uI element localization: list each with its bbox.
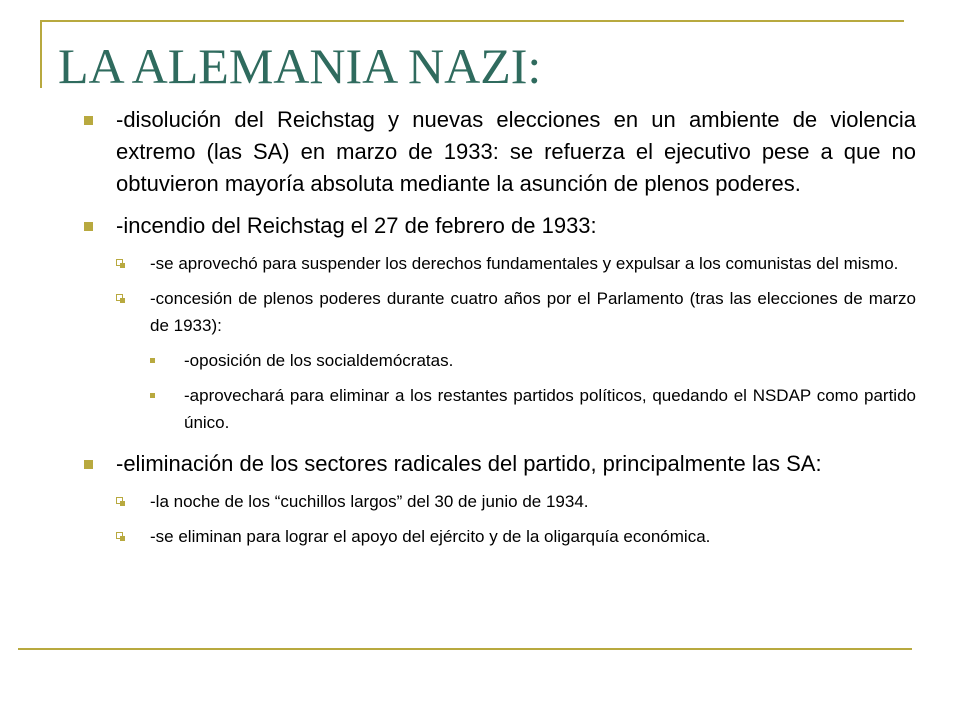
box-bullet-icon (116, 294, 123, 301)
box-bullet-icon (116, 259, 123, 266)
bullet-text: -se eliminan para lograr el apoyo del ejército y de la oligarquía económica. (150, 527, 711, 546)
slide-title: LA ALEMANIA NAZI: (58, 38, 542, 94)
slide-content (78, 104, 916, 550)
box-bullet-icon (116, 497, 123, 504)
bullet-text: -oposición de los socialdemócratas. (184, 351, 454, 370)
bottom-rule (18, 648, 912, 650)
subsubbullet-opposition (78, 347, 916, 374)
bullet-reichstag-fire (78, 210, 916, 242)
subbullet-army-support (78, 523, 916, 550)
square-bullet-icon (84, 222, 93, 231)
bullet-reichstag-dissolution (78, 104, 916, 200)
bullet-text: -aprovechará para eliminar a los restantes partidos políticos, quedando el NSDAP como partido único. (184, 386, 916, 432)
bullet-text: -incendio del Reichstag el 27 de febrero de 1933: (116, 213, 597, 238)
left-rule (40, 20, 42, 88)
bullet-text: -eliminación de los sectores radicales del partido, principalmente las SA: (116, 451, 822, 476)
bullet-radical-sectors (78, 448, 916, 480)
bullet-text: -se aprovechó para suspender los derechos fundamentales y expulsar a los comunistas del mismo. (150, 254, 899, 273)
square-bullet-icon (84, 116, 93, 125)
subbullet-full-powers (78, 285, 916, 339)
small-square-bullet-icon (150, 393, 155, 398)
subbullet-suspend-rights (78, 250, 916, 277)
small-square-bullet-icon (150, 358, 155, 363)
subbullet-long-knives (78, 488, 916, 515)
box-bullet-icon (116, 532, 123, 539)
top-rule (40, 20, 904, 22)
square-bullet-icon (84, 460, 93, 469)
bullet-text: -concesión de plenos poderes durante cuatro años por el Parlamento (tras las elecciones de marzo de 1933): (150, 289, 916, 335)
bullet-text: -la noche de los “cuchillos largos” del 30 de junio de 1934. (150, 492, 589, 511)
bullet-text: -disolución del Reichstag y nuevas elecciones en un ambiente de violencia extremo (las SA) en marzo de 1933: se refuerza el ejecutivo pese a que no obtuvieron mayoría absoluta mediante la asunción de plenos poderes. (116, 107, 916, 196)
subsubbullet-single-party (78, 382, 916, 436)
